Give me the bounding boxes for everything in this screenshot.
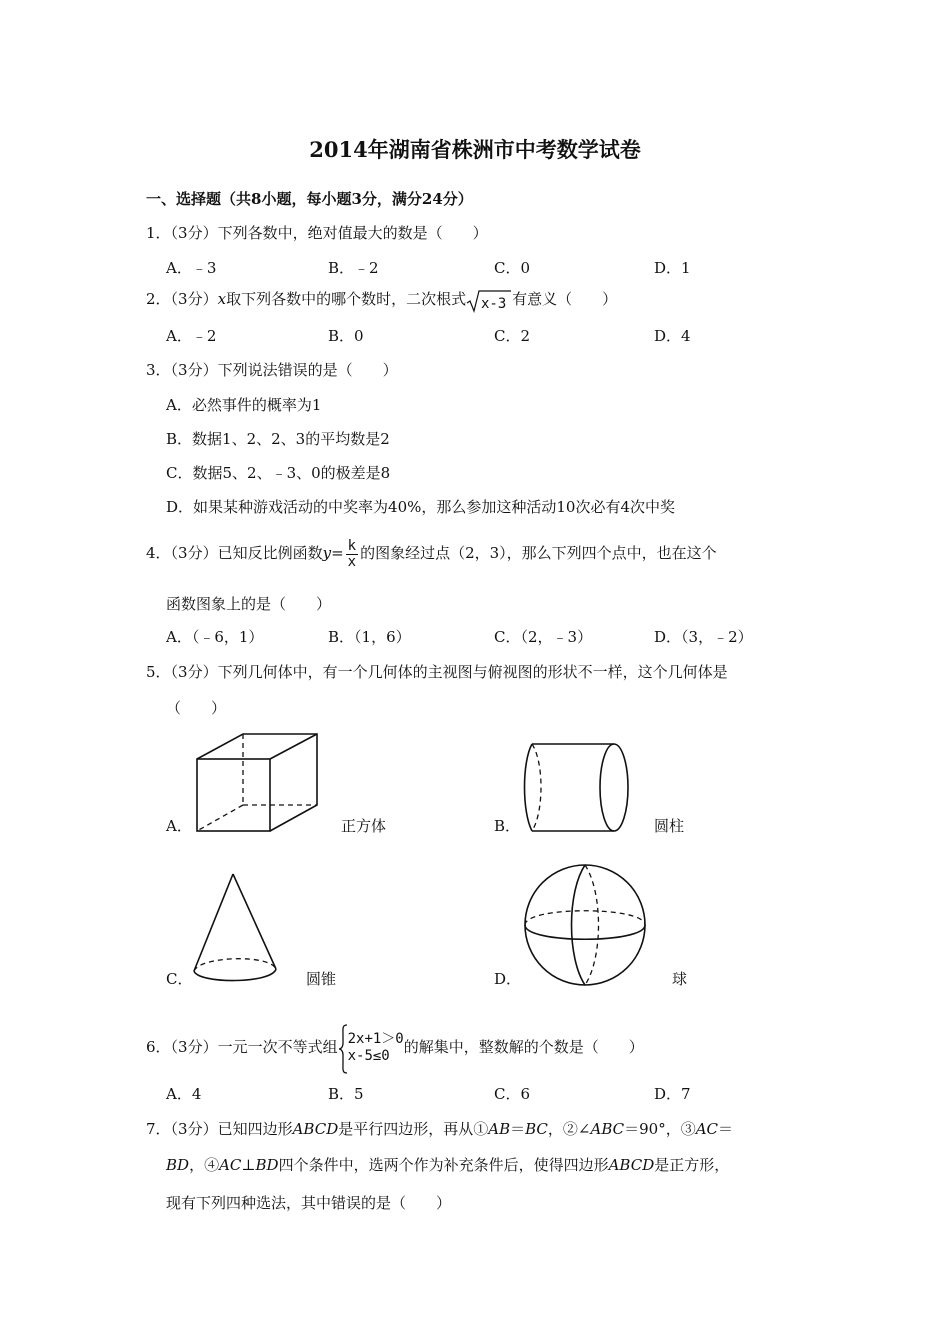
q4-variable: y <box>322 544 332 562</box>
q4-equals: = <box>331 544 344 562</box>
question-6-stem <box>146 1017 644 1078</box>
q2-variable: x <box>217 290 227 308</box>
question-7-line2 <box>166 1158 729 1173</box>
q6-suffix: 的解集中，整数解的个数是（ ） <box>403 1038 644 1056</box>
fraction-denominator: x <box>347 553 357 570</box>
radical <box>466 287 512 313</box>
q2-option-b[interactable]: B．0 <box>328 327 364 345</box>
question-5-stem: 5．（3分）下列几何体中，有一个几何体的主视图与俯视图的形状不一样，这个几何体是 <box>146 663 728 681</box>
q7-text: ＝ <box>718 1120 734 1138</box>
q6-option-c[interactable]: C．6 <box>494 1085 531 1103</box>
q2-prefix: 2．（3分） <box>146 290 218 308</box>
q2-option-a[interactable]: A．﹣2 <box>166 327 217 345</box>
q5-option-d-letter[interactable]: D． <box>494 970 522 988</box>
q7-text: 是正方形， <box>654 1156 730 1174</box>
q7-var: ABCD <box>292 1120 339 1138</box>
q7-text: ＝ <box>510 1120 526 1138</box>
q7-text: 7．（3分）已知四边形 <box>146 1120 293 1138</box>
question-2-stem <box>146 286 617 313</box>
q6-option-a[interactable]: A．4 <box>166 1085 202 1103</box>
q7-var: AB <box>488 1120 511 1138</box>
q5-option-d-name: 球 <box>672 970 688 988</box>
brace-icon <box>338 1018 348 1078</box>
question-5-line2: （ ） <box>166 699 227 717</box>
q4-option-d[interactable]: D．（3，﹣2） <box>654 628 753 646</box>
q6-option-d[interactable]: D．7 <box>654 1085 691 1103</box>
inequality-1: 2x+1＞0 <box>347 1030 404 1047</box>
q6-prefix: 6．（3分）一元一次不等式组 <box>146 1038 338 1056</box>
question-4-stem <box>146 533 717 573</box>
q7-var: BD <box>255 1156 279 1174</box>
question-7-line3: 现有下列四种选法，其中错误的是（ ） <box>166 1194 452 1212</box>
inequality-system <box>348 1031 404 1066</box>
q7-var: AC <box>695 1120 719 1138</box>
cylinder-icon <box>520 742 632 834</box>
q5-option-a-letter[interactable]: A． <box>166 817 192 835</box>
question-7-line1 <box>146 1122 733 1137</box>
question-4-line2: 函数图象上的是（ ） <box>166 595 332 613</box>
q3-option-c[interactable]: C．数据5、2、﹣3、0的极差是8 <box>166 464 391 482</box>
q7-text: ＝90°，③ <box>624 1120 696 1138</box>
q4-suffix: 的图象经过点（2，3），那么下列四个点中，也在这个 <box>360 544 717 562</box>
q6-option-b[interactable]: B．5 <box>328 1085 364 1103</box>
q4-option-b[interactable]: B．（1，6） <box>328 628 411 646</box>
q5-option-c-letter[interactable]: C． <box>166 970 193 988</box>
q2-option-d[interactable]: D．4 <box>654 327 691 345</box>
page-title: 2014年湖南省株洲市中考数学试卷 <box>309 137 641 162</box>
q7-var: AC <box>219 1156 242 1174</box>
sphere-icon <box>523 862 647 988</box>
q5-option-b-name: 圆柱 <box>654 817 685 835</box>
q5-option-c-name: 圆锥 <box>306 970 337 988</box>
q1-option-a[interactable]: A．﹣3 <box>166 259 217 277</box>
q7-text: ，④ <box>189 1156 220 1174</box>
q7-var: ABC <box>590 1120 625 1138</box>
section-heading: 一、选择题（共8小题，每小题3分，满分24分） <box>146 190 473 208</box>
q5-option-a-name: 正方体 <box>341 817 387 835</box>
q3-option-b[interactable]: B．数据1、2、2、3的平均数是2 <box>166 430 390 448</box>
q7-text: 是平行四边形，再从① <box>338 1120 489 1138</box>
q2-suffix: 有意义（ ） <box>512 290 618 308</box>
q1-option-c[interactable]: C．0 <box>494 259 531 277</box>
radicand: x-3 <box>481 296 507 312</box>
q2-mid: 取下列各数中的哪个数时，二次根式 <box>226 290 467 308</box>
q7-text: 四个条件中，选两个作为补充条件后，使得四边形 <box>278 1156 609 1174</box>
q4-option-a[interactable]: A．（﹣6，1） <box>166 628 264 646</box>
question-1-stem: 1．（3分）下列各数中，绝对值最大的数是（ ） <box>146 224 488 242</box>
q7-var: BD <box>166 1156 190 1174</box>
q3-option-d[interactable]: D．如果某种游戏活动的中奖率为40%，那么参加这种活动10次必有4次中奖 <box>166 498 675 516</box>
q4-prefix: 4．（3分）已知反比例函数 <box>146 544 323 562</box>
q3-option-a[interactable]: A．必然事件的概率为1 <box>166 396 322 414</box>
inequality-2: x-5≤0 <box>347 1048 390 1064</box>
q4-option-c[interactable]: C．（2，﹣3） <box>494 628 593 646</box>
q7-var: BC <box>525 1120 548 1138</box>
q7-text: ，②∠ <box>547 1120 591 1138</box>
cone-icon <box>192 872 280 988</box>
question-3-stem: 3．（3分）下列说法错误的是（ ） <box>146 361 398 379</box>
q5-option-b-letter[interactable]: B． <box>494 817 521 835</box>
cube-icon <box>195 732 320 834</box>
q7-text: ⊥ <box>241 1156 256 1174</box>
q7-var: ABCD <box>608 1156 655 1174</box>
fraction <box>346 539 358 569</box>
q2-option-c[interactable]: C．2 <box>494 327 531 345</box>
q1-option-b[interactable]: B．﹣2 <box>328 259 379 277</box>
fraction-numerator: k <box>347 537 357 554</box>
q1-option-d[interactable]: D．1 <box>654 259 691 277</box>
